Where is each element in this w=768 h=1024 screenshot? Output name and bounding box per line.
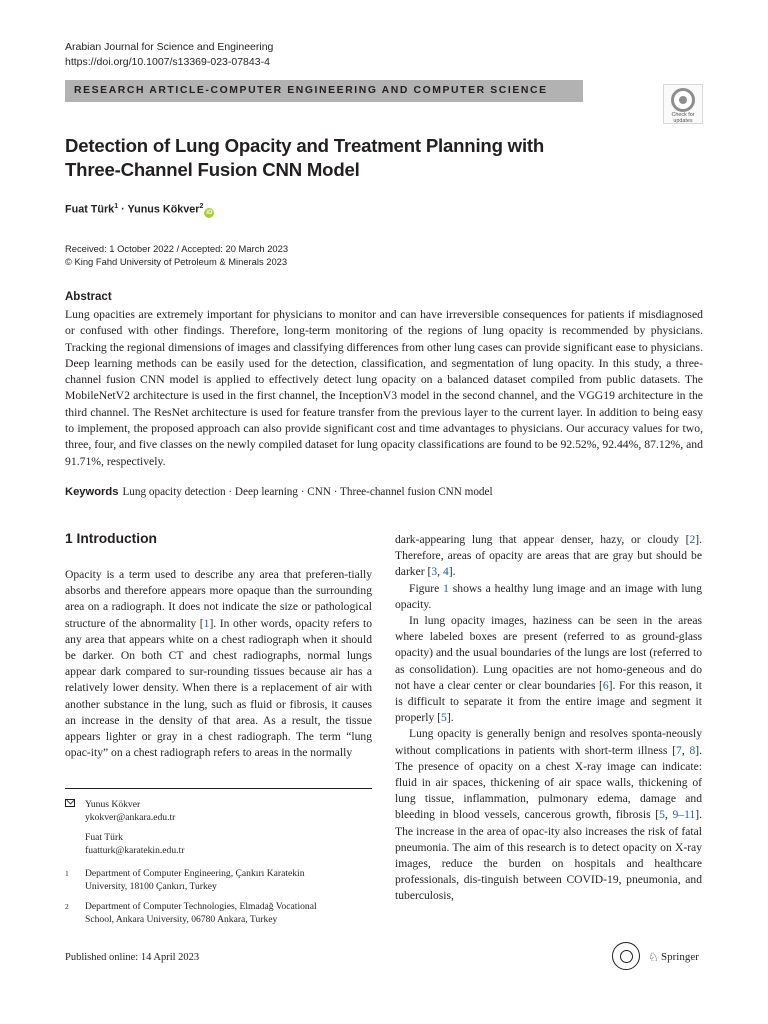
publisher-name: Springer xyxy=(661,951,699,963)
citation-link[interactable]: 5 xyxy=(441,711,447,725)
affiliation-line: Department of Computer Engineering, Çankırı Karatekin xyxy=(85,868,305,879)
citation-link[interactable]: 8 xyxy=(689,743,696,757)
copyright: © King Fahd University of Petroleum & Minerals 2023 xyxy=(65,256,288,267)
author-separator: · xyxy=(118,203,128,216)
citation-link[interactable]: 7 xyxy=(676,743,682,757)
journal-emblem-icon xyxy=(612,942,640,970)
article-dates xyxy=(65,242,288,268)
footnote-divider xyxy=(65,788,372,789)
author-1-affiliation: 1 xyxy=(114,203,119,210)
citation-link[interactable]: 5 xyxy=(659,808,665,822)
publisher-logo[interactable] xyxy=(612,942,712,972)
keywords-label: Keywords xyxy=(65,486,119,498)
column-left xyxy=(65,567,372,761)
doi-link[interactable]: https://doi.org/10.1007/s13369-023-07843-4 xyxy=(65,56,270,68)
paragraph: Lung opacity is generally benign and resolves sponta-neously without complications in patients with short-term illness [7, 8]. The presence of opacity on a chest X-ray image can indicate: fluid in air spaces, thickening of air space walls, thickening of lung tissue, inflammation, pulmonary edema, damage and bleeding in blood vessels, cancerous growth, fibrosis [5, 9–11]. The increase in the area of opac-ity also increases the risk of fatal pneumonia. The aim of this research is to detect opacity on X-ray images, reduce the burden on hospitals and healthcare professionals, dis-tinguish between COVID-19, pneumonia, and tuberculosis, xyxy=(395,727,702,903)
journal-name: Arabian Journal for Science and Engineering xyxy=(65,41,274,53)
author-2-affiliation: 2 xyxy=(199,203,204,210)
affiliation-line: University, 18100 Çankırı, Turkey xyxy=(85,881,217,892)
affiliation-number: 1 xyxy=(65,869,69,878)
keywords-list: Lung opacity detection · Deep learning · CNN · Three-channel fusion CNN model xyxy=(122,486,493,498)
article-type-banner xyxy=(65,80,583,102)
paragraph: Opacity is a term used to describe any area that preferen-tially absorbs and therefore appears more opaque than the surrounding area on a radiograph. It does not indicate the size or pathological structure of the abnormality [1]. In other words, opacity refers to any area that appears white on a chest radiograph when it should be darker. On both CT and chest radiographs, normal lungs appear dark compared to sur-rounding tissues because air has a relatively lower density. When there is a replacement of air with another substance in the lung, such as fluid or fibrosis, it causes an increase in the density of that area. As a result, the tissue appears lighter or gray in a chest radiograph. The term “lung opac-ity” on a chest radiograph refers to areas in the normally xyxy=(65,568,372,760)
journal-info xyxy=(65,40,273,70)
citation-link[interactable]: 4 xyxy=(442,565,449,579)
citation-link[interactable]: 9–11 xyxy=(672,808,696,822)
received-accepted: Received: 1 October 2022 / Accepted: 20 March 2023 xyxy=(65,243,289,254)
envelope-icon xyxy=(65,799,75,807)
keywords xyxy=(65,486,493,498)
badge-line1: Check for xyxy=(671,112,695,118)
paragraph: In lung opacity images, haziness can be seen in the areas where labeled boxes are present (referred to as ground-glass opacity) and the usual boundaries of the lungs are lost (referred to as consolidation). Lung opacities are not homo-geneous and do not have a clear center or clear boundaries [6]. For this reason, it is difficult to separate it from the entire image and segment it properly [5]. xyxy=(395,614,703,725)
author-1[interactable]: Fuat Türk xyxy=(65,203,115,216)
check-for-updates-badge[interactable] xyxy=(663,84,703,124)
abstract-heading: Abstract xyxy=(65,291,112,303)
badge-line2: updates xyxy=(673,118,693,124)
affiliation-number: 2 xyxy=(65,902,69,911)
author-list xyxy=(65,203,214,218)
affiliation-line: School, Ankara University, 06780 Ankara, Turkey xyxy=(85,914,278,925)
citation-link[interactable]: 1 xyxy=(203,616,210,630)
orcid-icon[interactable]: iD xyxy=(206,209,213,216)
abstract-text: Lung opacities are extremely important for physicians to monitor and can have irreversible consequences for patients if misdiagnosed or confused with other findings. Therefore, long-term monitoring of the regions of lung opacity is recommended by physicians. Tracking the regional dimensions of images and classifying differences from other lung cases can provide significant ease to physicians. Deep learning methods can be easily used for the detection, classification, and segmentation of lung opacity. In this study, a three-channel fusion CNN model is applied to effectively detect lung opacity on a balanced dataset compiled from public datasets. The MobileNetV2 architecture is used in the first channel, the InceptionV3 model in the second channel, and the VGG19 architecture in the third channel. The ResNet architecture is used for feature transfer from the previous layer to the current layer. In addition to being easy to implement, the proposed approach can also provide significant cost and time advantages to physicians. Our accuracy values for two, three, four, and five classes on the newly compiled dataset for lung opacity classifications are found to be 92.52%, 92.44%, 87.12%, and 91.71%, respectively. xyxy=(65,308,703,468)
paragraph: Figure 1 shows a healthy lung image and an image with lung opacity. xyxy=(395,581,703,611)
contact-name: Yunus Kökver xyxy=(85,799,141,810)
column-right xyxy=(395,532,702,905)
figure-link[interactable]: 1 xyxy=(443,581,449,595)
title-line2: Three-Channel Fusion CNN Model xyxy=(65,159,360,180)
contact-email[interactable]: fuatturk@karatekin.edu.tr xyxy=(85,845,185,856)
contact-name: Fuat Türk xyxy=(85,832,123,843)
citation-link[interactable]: 6 xyxy=(602,678,609,692)
paper-title xyxy=(65,134,625,182)
published-online: Published online: 14 April 2023 xyxy=(65,952,200,963)
citation-link[interactable]: 2 xyxy=(689,533,696,546)
title-line1: Detection of Lung Opacity and Treatment Planning with xyxy=(65,135,545,156)
author-2[interactable]: Yunus Kökver xyxy=(127,203,200,216)
section-heading-introduction: 1 Introduction xyxy=(65,531,157,546)
article-type-label: RESEARCH ARTICLE-COMPUTER ENGINEERING AND COMPUTER SCIENCE xyxy=(74,85,548,96)
affiliation-line: Department of Computer Technologies, Elmadağ Vocational xyxy=(85,901,317,912)
contact-email[interactable]: ykokver@ankara.edu.tr xyxy=(85,812,176,823)
citation-link[interactable]: 3 xyxy=(431,565,438,579)
check-updates-icon xyxy=(671,88,695,112)
paragraph: dark-appearing lung that appear denser, hazy, or cloudy [2]. Therefore, areas of opacity are areas that are gray but should be darker [3, 4]. xyxy=(395,533,702,579)
springer-horse-icon: ♘ xyxy=(648,950,659,964)
